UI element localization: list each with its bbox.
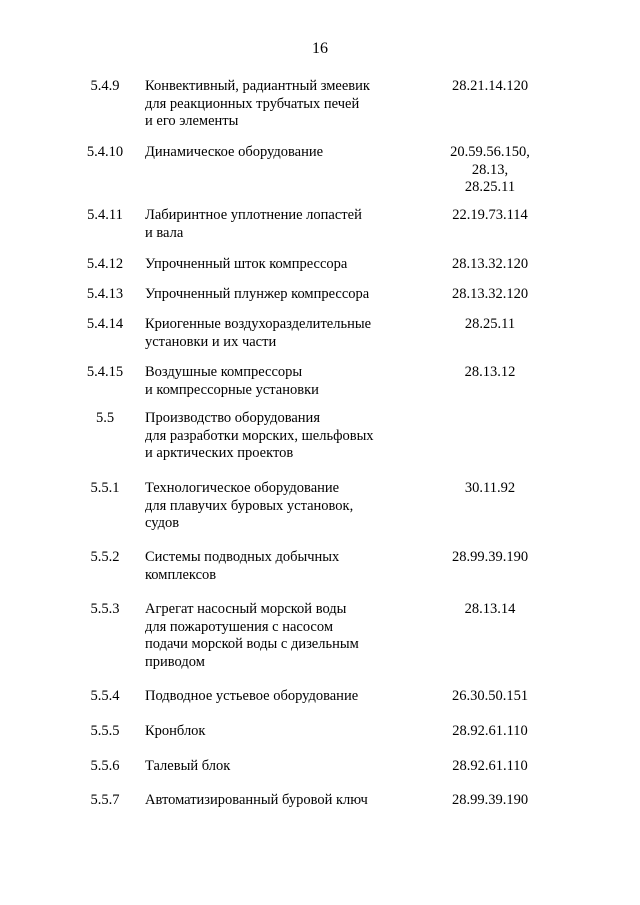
item-number: 5.4.12 — [86, 256, 124, 272]
item-number: 5.5.4 — [90, 688, 120, 704]
description-line: Упрочненный шток компрессора — [145, 256, 348, 272]
code-line: 20.59.56.150, — [450, 144, 530, 160]
item-description — [145, 549, 405, 584]
description-line: и вала — [145, 224, 184, 241]
description-line: Лабиринтное уплотнение лопастей — [145, 207, 362, 223]
item-description — [145, 256, 405, 274]
item-number: 5.4.15 — [86, 364, 124, 380]
item-number: 5.5.1 — [90, 480, 120, 496]
description-line: для пожаротушения с насосом — [145, 618, 334, 635]
code-line: 28.99.39.190 — [451, 549, 529, 565]
description-line: Агрегат насосный морской воды — [145, 601, 347, 617]
item-code — [405, 144, 575, 197]
item-code — [405, 316, 575, 334]
description-line: Воздушные компрессоры — [145, 364, 303, 380]
item-number: 5.4.13 — [86, 286, 124, 302]
item-code — [405, 688, 575, 706]
code-line: 28.99.39.190 — [451, 792, 529, 808]
description-line: Подводное устьевое оборудование — [145, 688, 359, 704]
description-line: комплексов — [145, 566, 217, 583]
item-code — [405, 364, 575, 382]
code-line: 28.25.11 — [464, 179, 516, 195]
item-description — [145, 144, 405, 162]
description-line: судов — [145, 515, 180, 531]
item-code — [405, 480, 575, 498]
item-number: 5.5.2 — [90, 549, 120, 565]
description-line: Криогенные воздухоразделительные — [145, 316, 372, 332]
description-line: Кронблок — [145, 723, 206, 739]
item-description — [145, 364, 405, 399]
item-number: 5.5.7 — [90, 792, 120, 808]
description-line: для плавучих буровых установок, — [145, 497, 354, 514]
description-line: Талевый блок — [145, 758, 231, 774]
item-description — [145, 688, 405, 706]
item-code — [405, 723, 575, 741]
code-line: 28.13, — [471, 161, 509, 178]
item-code — [405, 256, 575, 274]
item-code — [405, 78, 575, 96]
item-number: 5.5.6 — [90, 758, 120, 774]
item-description — [145, 78, 405, 131]
description-line: Автоматизированный буровой ключ — [145, 792, 368, 808]
description-line: Системы подводных добычных — [145, 549, 340, 565]
description-line: Динамическое оборудование — [145, 144, 324, 160]
description-line: для реакционных трубчатых печей — [145, 95, 360, 112]
description-line: установки и их части — [145, 333, 277, 350]
code-line: 28.13.14 — [464, 601, 516, 617]
description-line: Производство оборудования — [145, 410, 320, 426]
item-number: 5.4.9 — [90, 78, 120, 94]
description-line: и компрессорные установки — [145, 381, 319, 398]
item-description — [145, 758, 405, 776]
item-code — [405, 207, 575, 225]
item-number: 5.5 — [95, 410, 115, 426]
code-line: 22.19.73.114 — [452, 207, 528, 223]
item-code — [405, 286, 575, 304]
description-line: Технологическое оборудование — [145, 480, 340, 496]
item-number: 5.5.5 — [90, 723, 120, 739]
description-line: Конвективный, радиантный змеевик — [145, 78, 370, 94]
code-line: 28.92.61.110 — [452, 758, 528, 774]
item-description — [145, 207, 405, 242]
item-description — [145, 480, 405, 533]
description-line: приводом — [145, 653, 205, 670]
code-line: 28.92.61.110 — [452, 723, 528, 739]
item-description — [145, 723, 405, 741]
code-line: 28.13.32.120 — [451, 286, 529, 302]
item-code — [405, 601, 575, 619]
code-line: 26.30.50.151 — [451, 688, 529, 704]
code-line: 28.25.11 — [464, 316, 516, 332]
item-description — [145, 316, 405, 351]
item-number: 5.4.14 — [86, 316, 124, 332]
code-line: 28.13.12 — [464, 364, 516, 380]
item-description — [145, 601, 405, 671]
description-line: и арктических проектов — [145, 445, 294, 461]
item-description — [145, 792, 405, 810]
description-line: для разработки морских, шельфовых — [145, 427, 374, 444]
item-number: 5.4.10 — [86, 144, 124, 160]
description-line: и его элементы — [145, 113, 239, 129]
item-number: 5.4.11 — [87, 207, 123, 223]
code-line: 28.13.32.120 — [451, 256, 529, 272]
item-description — [145, 286, 405, 304]
page-number: 16 — [312, 40, 328, 57]
item-number: 5.5.3 — [90, 601, 120, 617]
item-code — [405, 792, 575, 810]
code-line: 30.11.92 — [464, 480, 516, 496]
description-line: Упрочненный плунжер компрессора — [145, 286, 370, 302]
item-code — [405, 549, 575, 567]
description-line: подачи морской воды с дизельным — [145, 636, 359, 652]
item-code — [405, 758, 575, 776]
item-description — [145, 410, 405, 463]
code-line: 28.21.14.120 — [451, 78, 529, 94]
